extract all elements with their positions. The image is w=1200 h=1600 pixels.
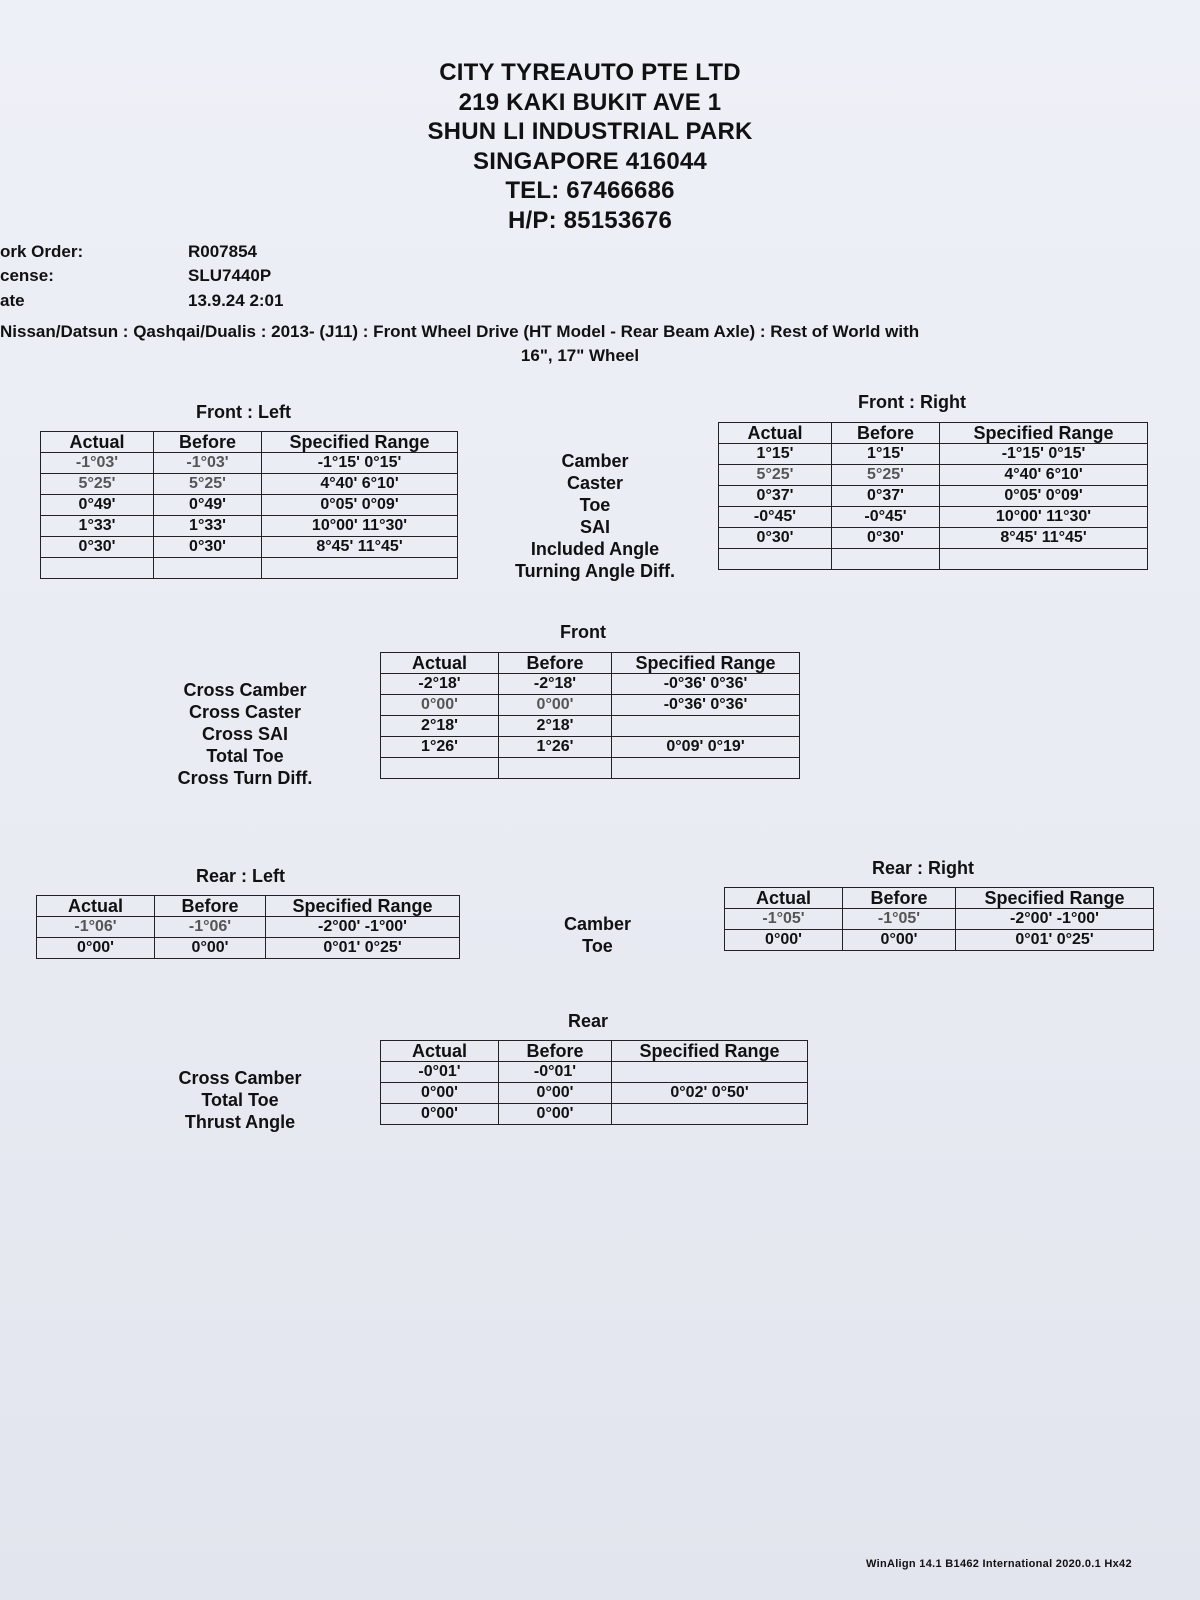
rear-right-title: Rear : Right <box>872 858 975 878</box>
table-row <box>381 737 800 758</box>
rear-cross-title: Rear <box>568 1011 609 1031</box>
actual-cell <box>41 558 154 579</box>
front-cross-title: Front <box>560 622 606 642</box>
vehicle-description: Nissan/Datsun : Qashqai/Dualis : 2013- (J11) : Front Wheel Drive (HT Model - Rear Beam Axle) : Rest of World with <box>0 322 920 341</box>
rear-right-table <box>724 887 1154 951</box>
label-toe: Toe <box>582 936 613 956</box>
label-turning-angle-diff: Turning Angle Diff. <box>515 561 675 581</box>
spec-cell: -2°00' -1°00' <box>956 909 1154 930</box>
spec-cell: -2°00' -1°00' <box>266 917 460 938</box>
actual-cell: -2°18' <box>381 674 499 695</box>
table-row <box>41 558 458 579</box>
actual-cell: 0°00' <box>381 1083 499 1104</box>
front-measure-labels <box>480 450 710 582</box>
actual-cell <box>381 758 499 779</box>
vehicle-wheel-size: 16", 17" Wheel <box>520 346 640 365</box>
before-cell: 1°33' <box>154 516 262 537</box>
work-order-value: R007854 <box>188 242 258 261</box>
before-cell: -1°06' <box>155 917 266 938</box>
actual-cell: -1°03' <box>41 453 154 474</box>
table-row <box>725 909 1154 930</box>
column-header-actual: Actual <box>381 653 499 674</box>
before-cell: -1°05' <box>843 909 956 930</box>
before-cell: 2°18' <box>499 716 612 737</box>
rear-cross-table <box>380 1040 808 1125</box>
spec-cell: 0°05' 0°09' <box>940 486 1148 507</box>
spec-cell: 8°45' 11°45' <box>940 528 1148 549</box>
before-cell: 0°00' <box>499 1083 612 1104</box>
spec-cell <box>612 1062 808 1083</box>
column-header-before: Before <box>499 1041 612 1062</box>
label-cross-sai: Cross SAI <box>201 724 289 744</box>
column-header-actual: Actual <box>37 896 155 917</box>
date-value: 13.9.24 2:01 <box>188 291 284 310</box>
spec-cell: 0°01' 0°25' <box>956 930 1154 951</box>
software-version-footer: WinAlign 14.1 B1462 International 2020.0.1 Hx42 <box>866 1558 1132 1570</box>
rear-measure-labels <box>520 913 675 957</box>
actual-cell: 0°00' <box>381 695 499 716</box>
spec-cell: -0°36' 0°36' <box>612 674 800 695</box>
actual-cell: -0°01' <box>381 1062 499 1083</box>
actual-cell: 5°25' <box>41 474 154 495</box>
label-total-toe: Total Toe <box>206 746 284 766</box>
label-thrust-angle: Thrust Angle <box>184 1112 296 1132</box>
rear-left-table <box>36 895 460 959</box>
front-left-title: Front : Left <box>196 402 291 422</box>
table-row <box>41 453 458 474</box>
front-cross-labels <box>150 679 340 789</box>
before-cell: 0°00' <box>843 930 956 951</box>
column-header-actual: Actual <box>381 1041 499 1062</box>
column-header-spec: Specified Range <box>956 888 1154 909</box>
column-header-actual: Actual <box>719 423 832 444</box>
before-cell: 1°15' <box>832 444 940 465</box>
column-header-spec: Specified Range <box>612 1041 808 1062</box>
before-cell: -2°18' <box>499 674 612 695</box>
table-row <box>719 507 1148 528</box>
spec-cell: 4°40' 6°10' <box>940 465 1148 486</box>
spec-cell: 8°45' 11°45' <box>262 537 458 558</box>
label-cross-caster: Cross Caster <box>188 702 302 722</box>
before-cell: -0°01' <box>499 1062 612 1083</box>
table-row <box>719 486 1148 507</box>
column-header-before: Before <box>832 423 940 444</box>
column-header-before: Before <box>843 888 956 909</box>
date-label: ate <box>0 291 25 310</box>
table-row <box>41 495 458 516</box>
label-caster: Caster <box>566 473 624 493</box>
table-row <box>381 1104 808 1125</box>
actual-cell: 0°00' <box>37 938 155 959</box>
actual-cell: 0°30' <box>719 528 832 549</box>
column-header-spec: Specified Range <box>612 653 800 674</box>
rear-left-title: Rear : Left <box>196 866 286 886</box>
table-row <box>381 695 800 716</box>
spec-cell: -1°15' 0°15' <box>940 444 1148 465</box>
column-header-spec: Specified Range <box>940 423 1148 444</box>
front-right-table <box>718 422 1148 570</box>
label-sai: SAI <box>579 517 610 537</box>
spec-cell: 4°40' 6°10' <box>262 474 458 495</box>
spec-cell: 0°01' 0°25' <box>266 938 460 959</box>
table-row <box>719 549 1148 570</box>
column-header-spec: Specified Range <box>266 896 460 917</box>
before-cell: 0°00' <box>155 938 266 959</box>
actual-cell: 0°00' <box>725 930 843 951</box>
table-row <box>37 938 460 959</box>
address-line-1: 219 KAKI BUKIT AVE 1 <box>458 88 722 116</box>
table-row <box>41 537 458 558</box>
spec-cell <box>612 716 800 737</box>
actual-cell: -1°06' <box>37 917 155 938</box>
table-row <box>41 474 458 495</box>
before-cell <box>154 558 262 579</box>
address-line-2: SHUN LI INDUSTRIAL PARK <box>427 118 753 145</box>
label-toe: Toe <box>579 495 611 515</box>
spec-cell: 0°05' 0°09' <box>262 495 458 516</box>
actual-cell: 0°00' <box>381 1104 499 1125</box>
spec-cell: 0°09' 0°19' <box>612 737 800 758</box>
label-camber: Camber <box>561 451 629 471</box>
actual-cell: -1°05' <box>725 909 843 930</box>
table-row <box>41 516 458 537</box>
column-header-before: Before <box>154 432 262 453</box>
front-right-title: Front : Right <box>858 392 966 412</box>
actual-cell: 1°33' <box>41 516 154 537</box>
spec-cell: 10°00' 11°30' <box>262 516 458 537</box>
address-line-3: SINGAPORE 416044 <box>473 147 707 175</box>
actual-cell <box>719 549 832 570</box>
company-header <box>380 58 800 235</box>
actual-cell: 2°18' <box>381 716 499 737</box>
before-cell: 5°25' <box>832 465 940 486</box>
label-included-angle: Included Angle <box>530 539 660 559</box>
spec-cell: -1°15' 0°15' <box>262 453 458 474</box>
actual-cell: 0°37' <box>719 486 832 507</box>
table-row <box>37 917 460 938</box>
actual-cell: 0°49' <box>41 495 154 516</box>
handphone: H/P: 85153676 <box>507 206 673 234</box>
table-row <box>381 1083 808 1104</box>
before-cell: 1°26' <box>499 737 612 758</box>
table-row <box>381 758 800 779</box>
before-cell: 5°25' <box>154 474 262 495</box>
table-row <box>381 1062 808 1083</box>
spec-cell <box>940 549 1148 570</box>
column-header-actual: Actual <box>725 888 843 909</box>
license-value: SLU7440P <box>188 266 272 285</box>
spec-cell <box>262 558 458 579</box>
before-cell: 0°30' <box>154 537 262 558</box>
label-cross-camber: Cross Camber <box>178 1068 302 1088</box>
spec-cell: -0°36' 0°36' <box>612 695 800 716</box>
work-order-label: ork Order: <box>0 242 84 261</box>
before-cell: 0°00' <box>499 1104 612 1125</box>
before-cell: 0°37' <box>832 486 940 507</box>
license-label: cense: <box>0 266 54 285</box>
company-name: CITY TYREAUTO PTE LTD <box>439 59 741 86</box>
label-cross-turn-diff: Cross Turn Diff. <box>177 768 313 788</box>
spec-cell <box>612 758 800 779</box>
table-row <box>725 930 1154 951</box>
table-row <box>719 528 1148 549</box>
label-camber: Camber <box>563 914 632 934</box>
column-header-before: Before <box>499 653 612 674</box>
actual-cell: 0°30' <box>41 537 154 558</box>
table-row <box>381 674 800 695</box>
table-row <box>719 444 1148 465</box>
before-cell: -1°03' <box>154 453 262 474</box>
before-cell: 0°30' <box>832 528 940 549</box>
actual-cell: -0°45' <box>719 507 832 528</box>
actual-cell: 1°15' <box>719 444 832 465</box>
before-cell <box>832 549 940 570</box>
column-header-before: Before <box>155 896 266 917</box>
table-row <box>719 465 1148 486</box>
column-header-actual: Actual <box>41 432 154 453</box>
spec-cell: 10°00' 11°30' <box>940 507 1148 528</box>
before-cell: -0°45' <box>832 507 940 528</box>
telephone: TEL: 67466686 <box>505 177 675 204</box>
before-cell <box>499 758 612 779</box>
label-total-toe: Total Toe <box>201 1090 279 1110</box>
before-cell: 0°00' <box>499 695 612 716</box>
column-header-spec: Specified Range <box>262 432 458 453</box>
spec-cell: 0°02' 0°50' <box>612 1083 808 1104</box>
before-cell: 0°49' <box>154 495 262 516</box>
table-row <box>381 716 800 737</box>
front-cross-table <box>380 652 800 779</box>
actual-cell: 5°25' <box>719 465 832 486</box>
spec-cell <box>612 1104 808 1125</box>
label-cross-camber: Cross Camber <box>183 680 307 700</box>
front-left-table <box>40 431 458 579</box>
rear-cross-labels <box>150 1067 330 1133</box>
actual-cell: 1°26' <box>381 737 499 758</box>
